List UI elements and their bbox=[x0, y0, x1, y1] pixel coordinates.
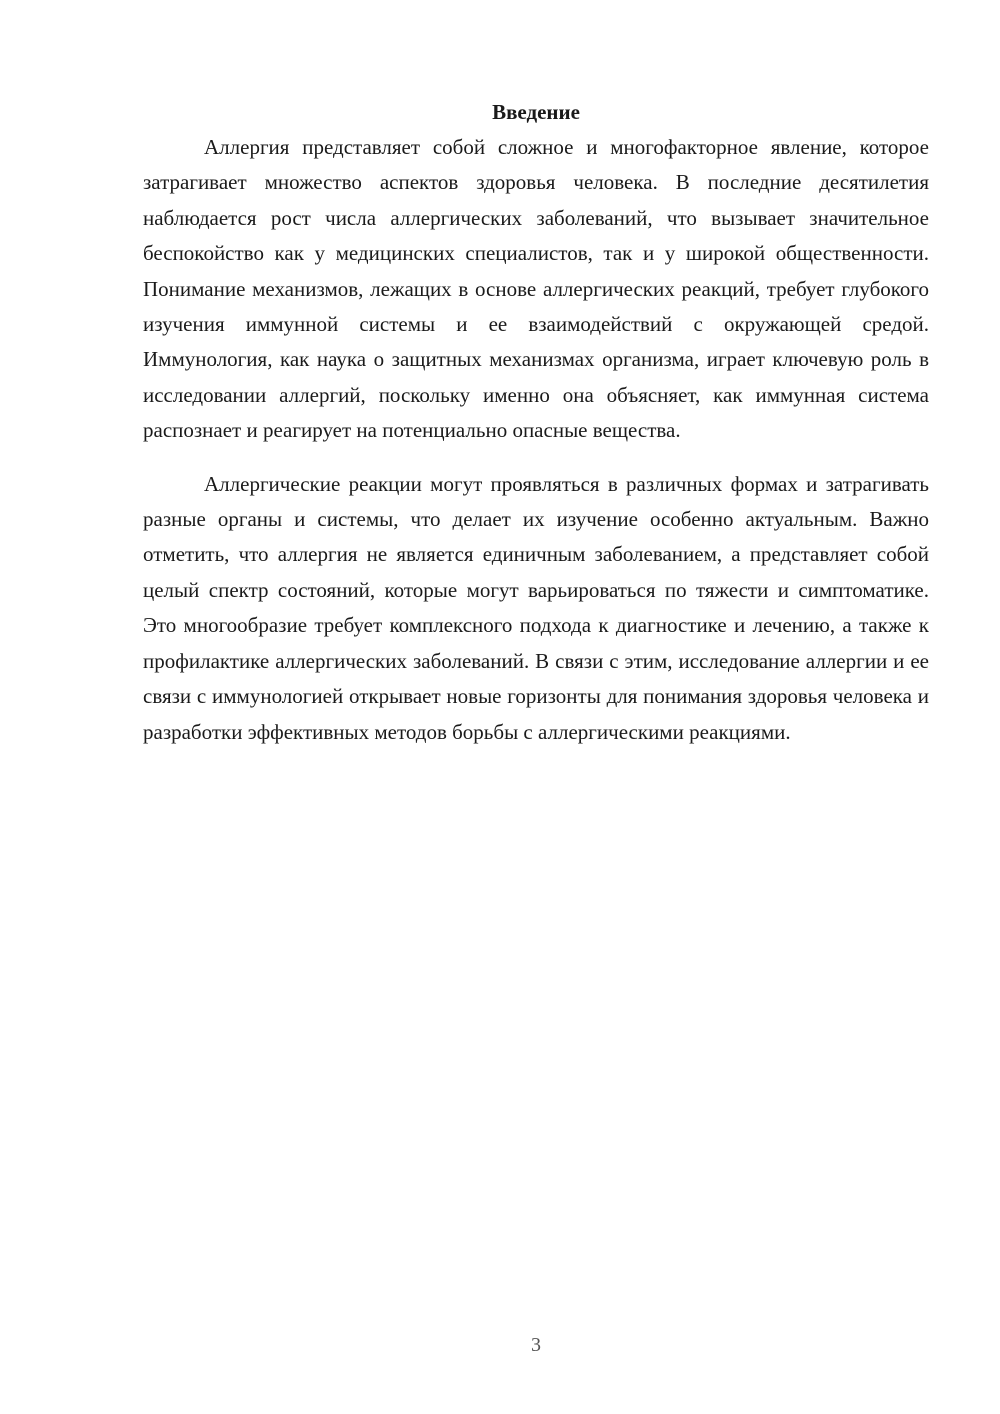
page-content bbox=[143, 98, 929, 768]
paragraph-2: Аллергические реакции могут проявляться в различных формах и затрагивать разные органы и системы, что делает их изучение особенно актуальным. Важно отметить, что аллергия не является единичным заболеванием, а представляет собой целый спектр состояний, которые могут варьироваться по тяжести и симптоматике. Это многообразие требует комплексного подхода к диагностике и лечению, а также к профилактике аллергических заболеваний. В связи с этим, исследование аллергии и ее связи с иммунологией открывает новые горизонты для понимания здоровья человека и разработки эффективных методов борьбы с аллергическими реакциями. bbox=[143, 471, 929, 744]
page-number: 3 bbox=[531, 1334, 541, 1356]
section-heading: Введение bbox=[492, 100, 580, 124]
paragraph-1: Аллергия представляет собой сложное и многофакторное явление, которое затрагивает множество аспектов здоровья человека. В последние десятилетия наблюдается рост числа аллергических заболеваний, что вызывает значительное беспокойство как у медицинских специалистов, так и у широкой общественности. Понимание механизмов, лежащих в основе аллергических реакций, требует глубокого изучения иммунной системы и ее взаимодействий с окружающей средой. Иммунология, как наука о защитных механизмах организма, играет ключевую роль в исследовании аллергий, поскольку именно она объясняет, как иммунная система распознает и реагирует на потенциально опасные вещества. bbox=[143, 135, 929, 443]
